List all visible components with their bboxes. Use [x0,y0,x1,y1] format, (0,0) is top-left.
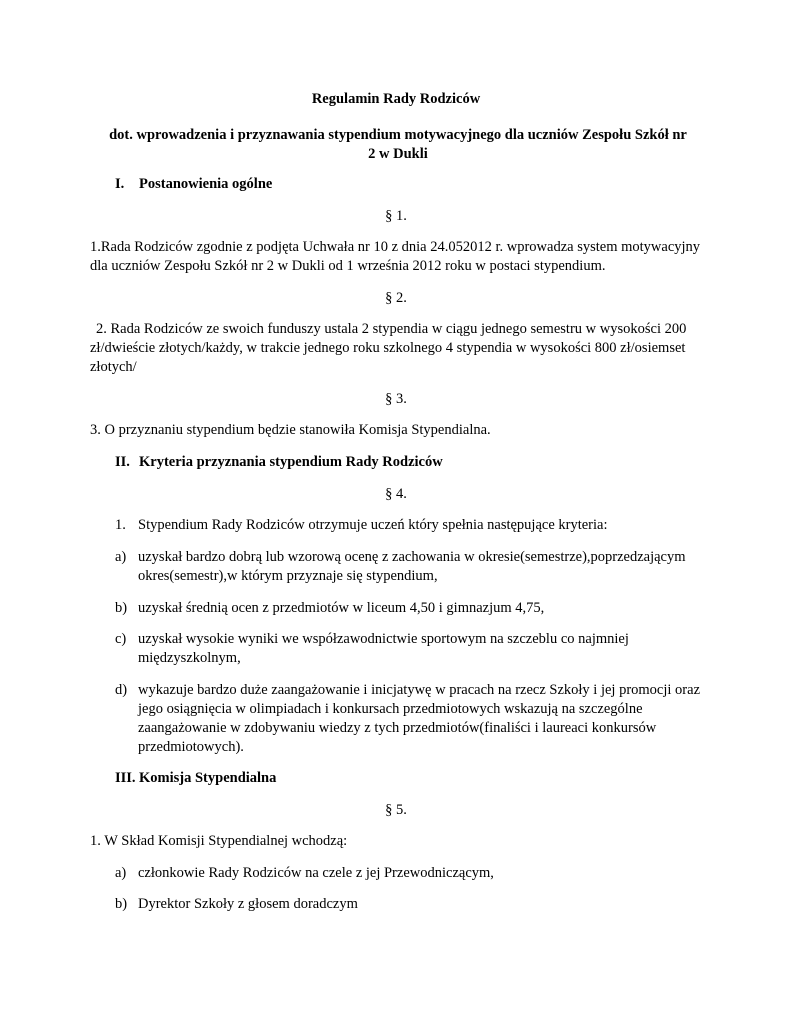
section-number: III. [115,770,136,786]
section-title: Postanowienia ogólne [139,176,273,192]
list-text: uzyskał wysokie wyniki we współzawodnictwie sportowym na szczeblu co najmniej międzyszkolnym, [138,631,629,666]
section-title: Komisja Stypendialna [139,770,277,786]
paragraph-5-text: 1. W Skład Komisji Stypendialnej wchodzą: [90,833,348,849]
section-title: Kryteria przyznania stypendium Rady Rodziców [139,454,443,470]
paragraph-4-text [115,516,705,535]
paragraph-sign-4: § 4. [385,486,407,502]
list-text: członkowie Rady Rodziców na czele z jej Przewodniczącym, [138,865,494,881]
committee-a [115,864,705,883]
criterion-a [115,548,705,586]
criterion-c [115,630,705,668]
document-title: Regulamin Rady Rodziców [311,91,481,107]
criterion-b [115,599,705,618]
section-heading-2 [115,453,443,472]
list-label: a) [115,865,127,881]
criterion-d [115,681,705,757]
list-label: c) [115,631,127,647]
paragraph-sign-5: § 5. [385,802,407,818]
committee-b [115,895,705,914]
section-heading-3 [115,769,276,788]
paragraph-3-text: 3. O przyznaniu stypendium będzie stanowiła Komisja Stypendialna. [90,422,491,438]
paragraph-2-text: 2. Rada Rodziców ze swoich funduszy ustala 2 stypendia w ciągu jednego semestru w wysokości 200 zł/dwieście złotych/każdy, w trakcie jednego roku szkolnego 4 stypendia w wysokości 800 zł/osiemset złotych/ [90,321,687,375]
paragraph-1-text: 1.Rada Rodziców zgodnie z podjęta Uchwała nr 10 z dnia 24.052012 r. wprowadza system motywacyjny dla uczniów Zespołu Szkół nr 2 w Dukli od 1 września 2012 roku w postaci stypendium. [90,239,701,274]
list-label: b) [115,600,128,616]
section-heading-1 [115,175,272,194]
list-label: d) [115,682,128,698]
list-label: b) [115,896,128,912]
list-text: Dyrektor Szkoły z głosem doradczym [138,896,358,912]
list-text: uzyskał bardzo dobrą lub wzorową ocenę z zachowania w okresie(semestrze),poprzedzającym okres(semestr),w którym przyznaje się stypendium, [138,549,686,584]
list-label: a) [115,549,127,565]
paragraph-sign-1: § 1. [385,208,407,224]
section-number: II. [115,454,130,470]
section-number: I. [115,176,125,192]
paragraph-sign-2: § 2. [385,290,407,306]
list-text: Stypendium Rady Rodziców otrzymuje uczeń który spełnia następujące kryteria: [138,517,608,533]
document-subtitle: dot. wprowadzenia i przyznawania stypendium motywacyjnego dla uczniów Zespołu Szkół nr 2 w Dukli [109,127,687,162]
list-text: uzyskał średnią ocen z przedmiotów w liceum 4,50 i gimnazjum 4,75, [138,600,545,616]
list-text: wykazuje bardzo duże zaangażowanie i inicjatywę w pracach na rzecz Szkoły i jej promocji oraz jego osiągnięcia w olimpiadach i konkursach przedmiotowych wskazują na szczególne zaangażowanie w zdobywaniu wiedzy z tych przedmiotów(finaliści i laureaci konkursów przedmiotowych). [138,682,701,755]
list-number: 1. [115,517,126,533]
paragraph-sign-3: § 3. [385,391,407,407]
